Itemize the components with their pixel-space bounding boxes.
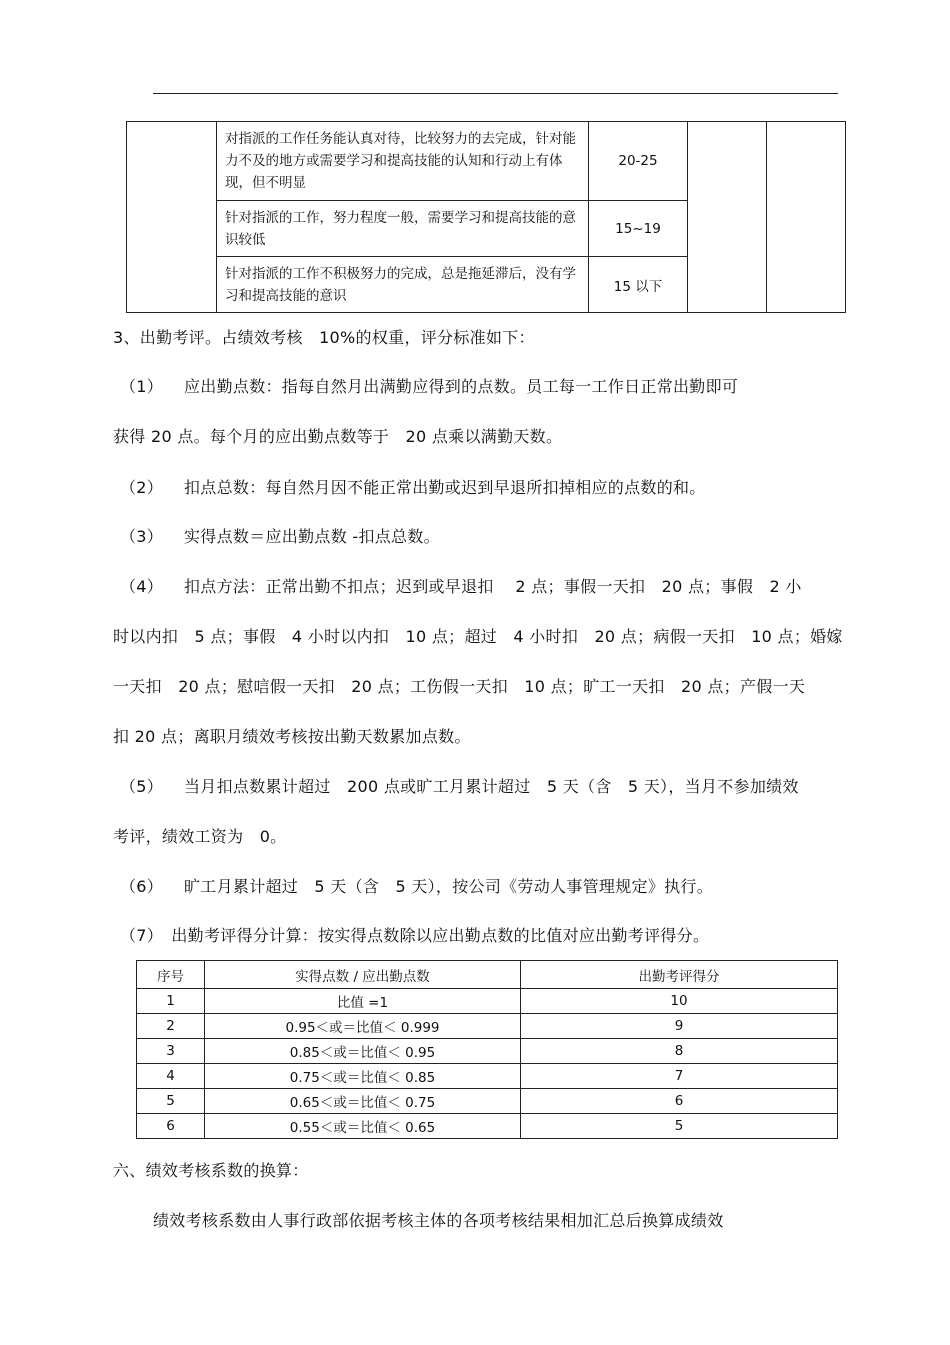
table-header-row	[137, 961, 838, 989]
score-cell: 6	[521, 1089, 838, 1114]
criteria-cell: 对指派的工作任务能认真对待，比较努力的去完成，针对能力不及的地方或需要学习和提高技能的认知和行动上有体现，但不明显	[217, 122, 589, 201]
table-row	[127, 122, 846, 201]
item-3: （3） 实得点数＝应出勤点数 -扣点总数。	[120, 527, 440, 546]
ratio-cell: 比值 =1	[205, 989, 521, 1014]
item-4-line-2: 时以内扣 5 点；事假 4 小时以内扣 10 点；超过 4 小时扣 20 点；病假一天扣 10 点；婚嫁	[113, 627, 843, 646]
index-cell: 1	[137, 989, 205, 1014]
table-row	[137, 1089, 838, 1114]
score-range-cell: 15 以下	[589, 257, 688, 313]
score-range-cell: 20-25	[589, 122, 688, 201]
item-4-line-1: （4） 扣点方法：正常出勤不扣点；迟到或早退扣 2 点；事假一天扣 20 点；事假 2 小	[120, 577, 802, 596]
ratio-cell: 0.65＜或＝比值＜ 0.75	[205, 1089, 521, 1114]
item-5-line-2: 考评，绩效工资为 0。	[113, 827, 287, 846]
header-cell: 序号	[137, 961, 205, 989]
ratio-cell: 0.75＜或＝比值＜ 0.85	[205, 1064, 521, 1089]
ratio-cell: 0.55＜或＝比值＜ 0.65	[205, 1114, 521, 1139]
index-cell: 3	[137, 1039, 205, 1064]
header-rule	[153, 93, 838, 94]
table-row	[137, 989, 838, 1014]
criteria-cell: 针对指派的工作，努力程度一般，需要学习和提高技能的意识较低	[217, 201, 589, 257]
score-cell: 10	[521, 989, 838, 1014]
score-range-cell: 15~19	[589, 201, 688, 257]
empty-cell	[688, 122, 767, 313]
item-2: （2） 扣点总数：每自然月因不能正常出勤或迟到早退所扣掉相应的点数的和。	[120, 478, 706, 497]
performance-score-table	[126, 121, 846, 313]
empty-cell	[767, 122, 846, 313]
index-cell: 4	[137, 1064, 205, 1089]
section-6-heading: 六、绩效考核系数的换算：	[113, 1161, 309, 1180]
table-row	[137, 1039, 838, 1064]
table-row	[137, 1114, 838, 1139]
item-4-line-3: 一天扣 20 点；慰唁假一天扣 20 点；工伤假一天扣 10 点；旷工一天扣 20 点；产假一天	[113, 677, 806, 696]
ratio-cell: 0.85＜或＝比值＜ 0.95	[205, 1039, 521, 1064]
score-cell: 7	[521, 1064, 838, 1089]
item-5-line-1: （5） 当月扣点数累计超过 200 点或旷工月累计超过 5 天（含 5 天），当月不参加绩效	[120, 777, 799, 796]
score-cell: 9	[521, 1014, 838, 1039]
header-cell: 出勤考评得分	[521, 961, 838, 989]
item-1-line-2: 获得 20 点。每个月的应出勤点数等于 20 点乘以满勤天数。	[113, 427, 563, 446]
section-3-heading: 3、出勤考评。占绩效考核 10%的权重，评分标准如下：	[113, 328, 535, 347]
header-cell: 实得点数 / 应出勤点数	[205, 961, 521, 989]
score-cell: 8	[521, 1039, 838, 1064]
item-1-line-1: （1） 应出勤点数：指每自然月出满勤应得到的点数。员工每一工作日正常出勤即可	[120, 377, 739, 396]
score-cell: 5	[521, 1114, 838, 1139]
index-cell: 5	[137, 1089, 205, 1114]
table-row	[137, 1064, 838, 1089]
attendance-score-table	[136, 960, 838, 1139]
item-4-line-4: 扣 20 点；离职月绩效考核按出勤天数累加点数。	[113, 727, 471, 746]
item-7: （7） 出勤考评得分计算：按实得点数除以应出勤点数的比值对应出勤考评得分。	[120, 926, 710, 945]
index-cell: 2	[137, 1014, 205, 1039]
criteria-cell: 针对指派的工作不积极努力的完成，总是拖延滞后，没有学习和提高技能的意识	[217, 257, 589, 313]
table-row	[137, 1014, 838, 1039]
ratio-cell: 0.95＜或＝比值＜ 0.999	[205, 1014, 521, 1039]
empty-cell	[127, 122, 217, 313]
item-6: （6） 旷工月累计超过 5 天（含 5 天），按公司《劳动人事管理规定》执行。	[120, 877, 714, 896]
index-cell: 6	[137, 1114, 205, 1139]
section-6-body: 绩效考核系数由人事行政部依据考核主体的各项考核结果相加汇总后换算成绩效	[153, 1211, 724, 1230]
